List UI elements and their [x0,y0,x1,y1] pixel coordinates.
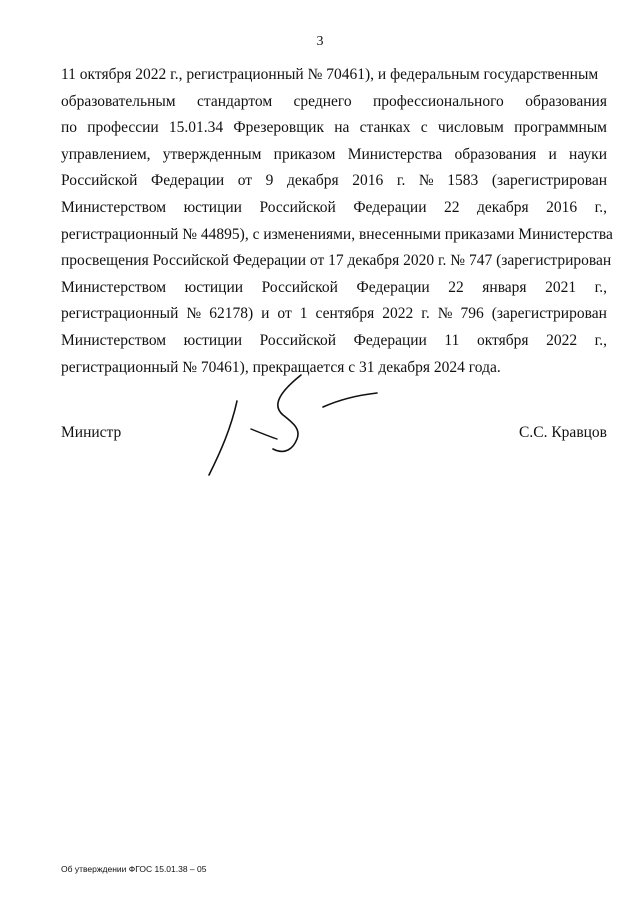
text-segment: 62178) [209,305,254,323]
signer-title: Министр [61,424,122,441]
text-line [61,195,607,222]
text-line [61,248,612,275]
text-segment: Российской [259,198,336,216]
text-line [61,62,607,89]
text-segment: юстиции [183,331,243,349]
text-line [61,328,607,355]
text-segment: образования [525,92,607,110]
text-segment: Министерством [61,278,167,296]
text-segment: № [418,172,434,190]
text-segment: Федерации [356,278,430,296]
text-segment: с [420,119,428,137]
text-segment: науки [569,145,607,163]
text-segment: № [437,305,453,323]
text-segment: 2021 [545,278,577,296]
text-segment: 11 [444,331,460,349]
text-segment: сентября [315,305,375,323]
text-segment: 796 [460,305,484,323]
text-segment: г., [594,331,607,349]
text-segment: Министерства [347,145,443,163]
text-segment: и [548,145,557,163]
signer-name: С.С. Кравцов [519,424,607,441]
text-segment: (зарегистрирован [491,172,607,190]
text-segment: 1 [299,305,308,323]
text-line [61,275,607,302]
text-segment: профессионального [373,92,504,110]
text-segment: 2016 [546,198,578,216]
text-segment: 11 октября 2022 г., регистрационный № 70461), и федеральным государственным [61,66,599,83]
text-segment: октября [476,331,529,349]
text-segment: среднего [293,92,352,110]
text-segment: просвещения Российской Федерации от 17 декабря 2020 г. № 747 (зарегистрирован [61,252,612,270]
text-line [61,222,613,249]
text-segment: Российской [261,278,338,296]
text-segment: (зарегистрирован [491,305,607,323]
text-segment: приказом [273,145,336,163]
text-segment: юстиции [183,198,242,216]
handwritten-signature [201,373,381,483]
text-line [61,115,607,142]
text-segment: юстиции [184,278,244,296]
text-segment: стандартом [197,92,273,110]
text-segment: на [334,119,350,137]
text-segment: Министерством [61,198,167,216]
text-segment: Федерации [150,172,225,190]
text-segment: образовательным [61,92,176,110]
text-line [61,142,607,169]
text-segment: управлением, [61,145,151,163]
text-segment: г. [421,305,430,323]
text-segment: Министерством [61,331,167,349]
text-segment: 22 [448,278,464,296]
text-segment: 22 [443,198,460,216]
text-segment: г. [396,172,406,190]
text-segment: Фрезеровщик [233,119,325,137]
text-segment: г., [594,278,607,296]
text-segment: образования [454,145,537,163]
document-footer: Об утверждении ФГОС 15.01.38 – 05 [61,864,207,874]
text-segment: утвержденным [162,145,262,163]
text-segment: января [482,278,527,296]
text-segment: 2022 [546,331,578,349]
page-number: 3 [316,34,324,49]
text-segment: по [61,119,78,137]
text-segment: регистрационный [61,305,179,323]
text-segment: числовым [437,119,504,137]
text-segment: 15.01.34 [168,119,224,137]
text-line [61,89,607,116]
text-segment: 1583 [447,172,479,190]
text-line [61,301,607,328]
text-segment: от [237,172,253,190]
text-segment: и [261,305,270,323]
text-segment: № [186,305,202,323]
text-segment: 2022 [382,305,414,323]
text-segment: регистрационный № 44895), с изменениями, внесенными приказами Министерства [61,225,613,243]
text-segment: программным [514,119,607,137]
text-segment: регистрационный № 70461), прекращается с 31 декабря 2024 года. [61,358,501,376]
text-segment: 9 [265,172,274,190]
text-segment: Федерации [353,198,427,216]
text-segment: декабря [286,172,339,190]
text-segment: профессии [87,119,159,137]
text-segment: Российской [259,331,337,349]
text-segment: станках [359,119,411,137]
text-segment: Российской [61,172,138,190]
text-segment: Федерации [353,331,427,349]
text-segment: 2016 [352,172,384,190]
signature-block [61,418,607,478]
text-segment: от [277,305,292,323]
text-line [61,168,607,195]
document-body-text [61,62,613,381]
text-segment: декабря [476,198,529,216]
text-segment: г., [594,198,607,216]
